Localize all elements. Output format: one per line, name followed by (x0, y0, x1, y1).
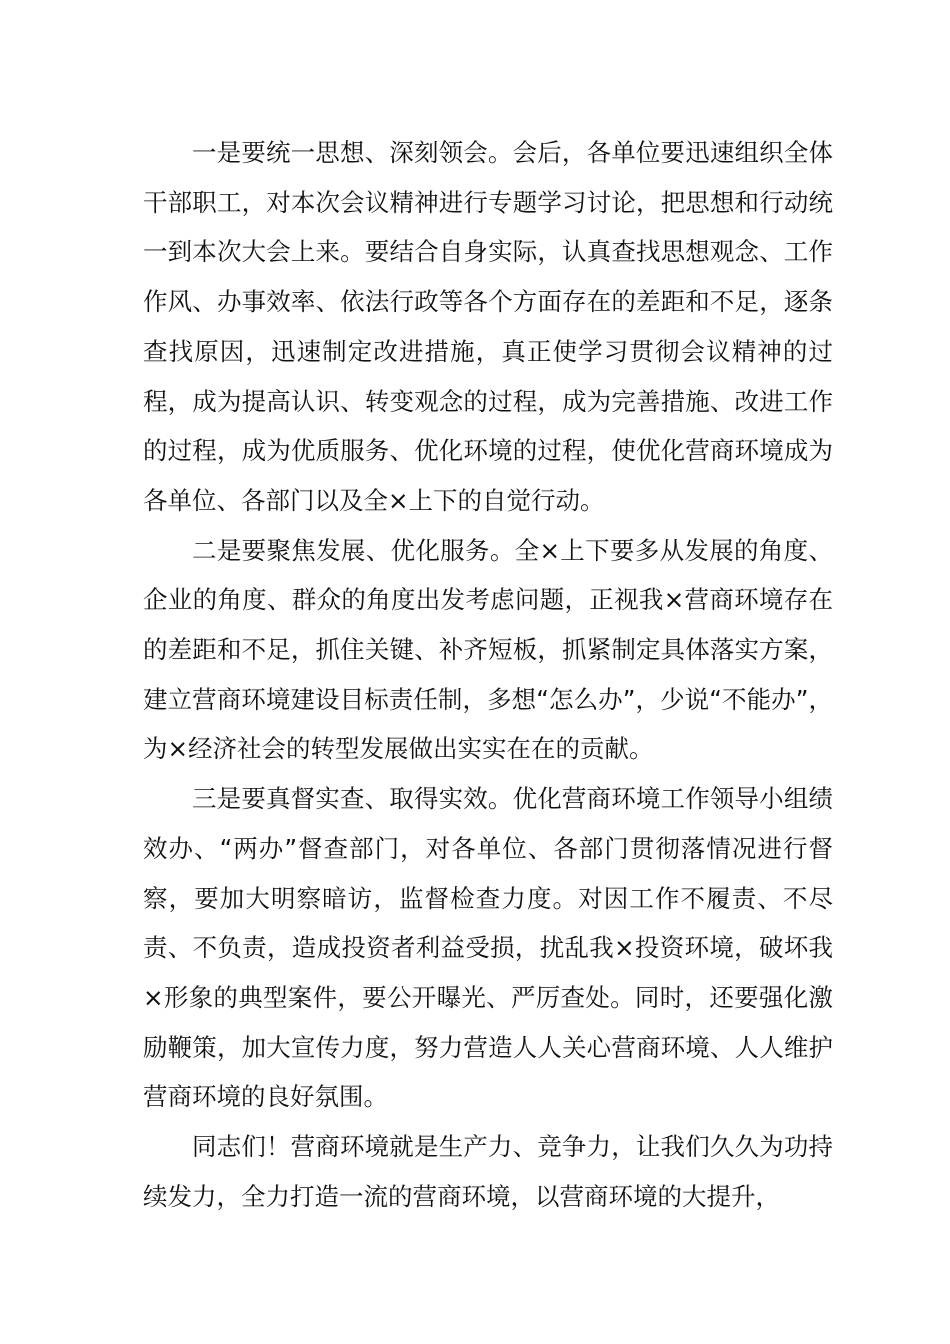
document-body (143, 128, 833, 1221)
paragraph-1: 一是要统一思想、深刻领会。会后，各单位要迅速组织全体干部职工，对本次会议精神进行专题学习讨论，把思想和行动统一到本次大会上来。要结合自身实际，认真查找思想观念、工作作风、办事效率、依法行政等各个方面存在的差距和不足，逐条查找原因，迅速制定改进措施，真正使学习贯彻会议精神的过程，成为提高认识、转变观念的过程，成为完善措施、改进工作的过程，成为优质服务、优化环境的过程，使优化营商环境成为各单位、各部门以及全×上下的自觉行动。 (143, 138, 833, 515)
paragraph-2: 二是要聚焦发展、优化服务。全×上下要多从发展的角度、企业的角度、群众的角度出发考虑问题，正视我×营商环境存在的差距和不足，抓住关键、补齐短板，抓紧制定具体落实方案，建立营商环境建设目标责任制，多想“怎么办”，少说“不能办”，为×经济社会的转型发展做出实实在在的贡献。 (143, 535, 833, 764)
paragraph-3: 三是要真督实查、取得实效。优化营商环境工作领导小组绩效办、“两办”督查部门，对各单位、各部门贯彻落情况进行督察，要加大明察暗访，监督检查力度。对因工作不履责、不尽责、不负责，造成投资者利益受损，扰乱我×投资环境，破坏我×形象的典型案件，要公开曝光、严厉查处。同时，还要强化激励鞭策，加大宣传力度，努力营造人人关心营商环境、人人维护营商环境的良好氛围。 (143, 784, 833, 1112)
paragraph-4: 同志们！营商环境就是生产力、竞争力，让我们久久为功持续发力，全力打造一流的营商环境，以营商环境的大提升， (143, 1132, 833, 1211)
